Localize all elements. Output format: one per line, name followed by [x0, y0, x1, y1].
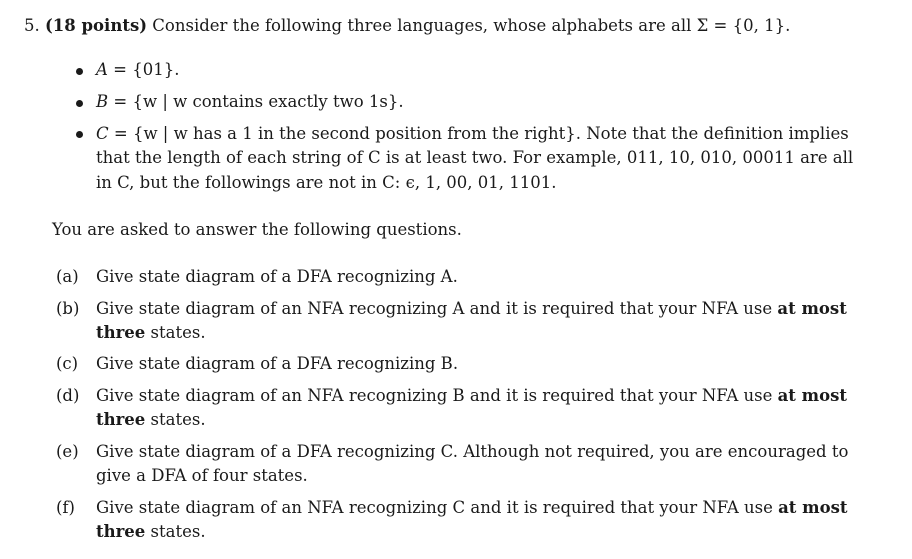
question-text: Give state diagram of an NFA recognizing B and it is required that your NFA use: [96, 386, 773, 405]
language-c-line3: in C, but the followings are not in C: ϵ, 1, 00, 01, 1101.: [96, 173, 557, 192]
bullet-dot: [76, 100, 83, 107]
problem-number: 5.: [24, 16, 40, 35]
language-b: [96, 90, 404, 114]
emphasis-text: at most: [778, 498, 848, 517]
question-text: states.: [145, 410, 206, 429]
question-b-line2: [96, 321, 206, 345]
language-c: [96, 122, 849, 146]
question-d-line2: [96, 408, 206, 432]
instruction-text: You are asked to answer the following questions.: [52, 220, 462, 239]
question-b-line1: [96, 297, 847, 321]
language-name: B: [96, 92, 109, 111]
question-c-text: Give state diagram of a DFA recognizing B.: [96, 354, 459, 373]
question-f-line1: [96, 496, 848, 520]
emphasis-text: three: [96, 522, 146, 541]
language-definition: = {01}.: [107, 60, 180, 79]
problem-intro: Consider the following three languages, whose alphabets are all Σ = {0, 1}.: [152, 16, 791, 35]
question-e-line2: give a DFA of four states.: [96, 466, 308, 485]
language-name: C: [96, 124, 109, 143]
language-definition: = {w | w contains exactly two 1s}.: [108, 92, 404, 111]
language-c-line2: that the length of each string of C is at least two. For example, 011, 10, 010, 00011 are all: [96, 148, 854, 167]
question-label: (c): [56, 354, 79, 373]
emphasis-text: at most: [777, 299, 847, 318]
emphasis-text: at most: [777, 386, 848, 405]
question-text: Give state diagram of an NFA recognizing C and it is required that your NFA use: [96, 498, 773, 517]
problem-points: (18 points): [45, 16, 148, 35]
bullet-dot: [76, 68, 83, 75]
language-definition: = {w | w has a 1 in the second position from the right}. Note that the definition implies: [108, 124, 849, 143]
language-a: [96, 58, 179, 82]
question-label: (b): [56, 299, 80, 318]
emphasis-text: three: [96, 323, 146, 342]
question-label: (e): [56, 442, 79, 461]
question-a-text: Give state diagram of a DFA recognizing A.: [96, 267, 458, 286]
bullet-dot: [76, 131, 83, 138]
question-label: (f): [56, 498, 75, 517]
question-text: states.: [145, 323, 206, 342]
question-label: (a): [56, 267, 79, 286]
question-text: states.: [145, 522, 206, 541]
problem-header: [24, 14, 790, 38]
emphasis-text: three: [96, 410, 146, 429]
question-label: (d): [56, 386, 80, 405]
question-d-line1: [96, 384, 847, 408]
question-e-line1: Give state diagram of a DFA recognizing C. Although not required, you are encouraged to: [96, 442, 849, 461]
question-f-line2: [96, 520, 206, 544]
question-text: Give state diagram of an NFA recognizing A and it is required that your NFA use: [96, 299, 773, 318]
language-name: A: [96, 60, 108, 79]
